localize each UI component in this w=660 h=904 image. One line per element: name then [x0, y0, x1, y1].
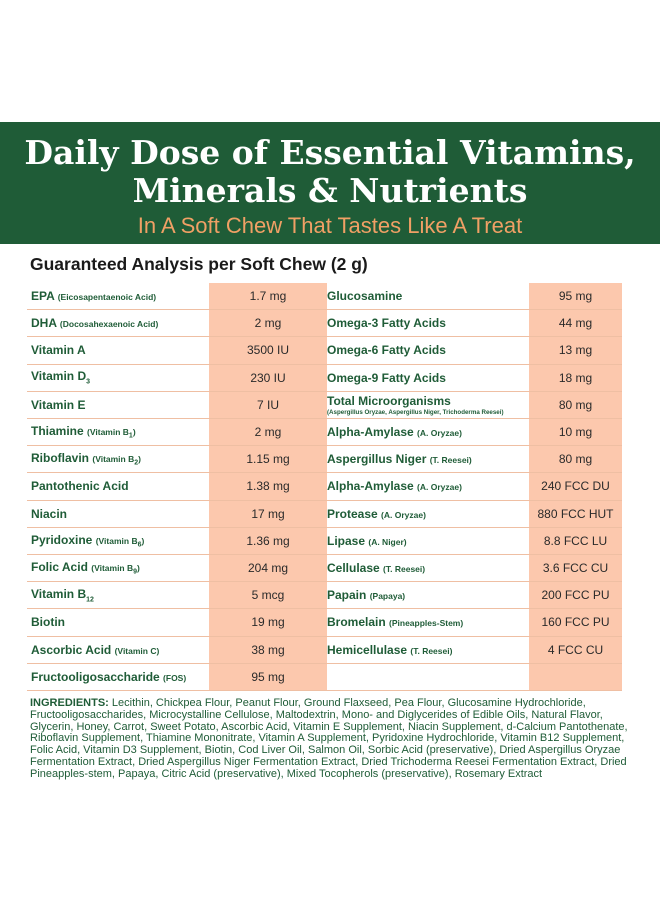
nutrient-note [115, 646, 160, 656]
nutrient-note [60, 319, 158, 329]
note-subscript: 1 [128, 432, 133, 440]
right-nutrient-value: 18 mg [529, 365, 622, 392]
note-end: ) [138, 454, 141, 465]
left-nutrient-name [27, 637, 209, 664]
right-nutrient-value: 200 FCC PU [529, 582, 622, 609]
table-row [27, 473, 622, 500]
note-text: (Papaya) [369, 591, 406, 602]
banner-title-line1: Daily Dose of Essential Vitamins, [24, 133, 636, 172]
nutrient-label: Fructooligosaccharide [31, 669, 160, 684]
left-nutrient-value: 1.7 mg [209, 283, 327, 310]
table-row [27, 419, 622, 446]
empty-cell [327, 664, 529, 691]
right-nutrient-value: 13 mg [529, 337, 622, 364]
left-nutrient-name [27, 582, 209, 609]
ingredients-label: INGREDIENTS: [30, 697, 109, 709]
nutrient-label: DHA [31, 316, 57, 331]
note-text: (Pineapples-Stem) [389, 618, 464, 629]
nutrient-label: Vitamin D [31, 369, 87, 384]
note-subscript: 2 [134, 460, 139, 468]
nutrient-label: Glucosamine [327, 289, 403, 304]
table-row [27, 392, 622, 419]
right-nutrient-name [327, 555, 529, 582]
note-text: (Vitamin C) [114, 645, 160, 656]
nutrient-label: EPA [31, 289, 55, 304]
table-row [27, 501, 622, 528]
left-nutrient-value: 2 mg [209, 419, 327, 446]
left-nutrient-value: 7 IU [209, 392, 327, 419]
table-row [27, 365, 622, 392]
left-nutrient-name [27, 419, 209, 446]
table-row [27, 310, 622, 337]
ingredients-text: Lecithin, Chickpea Flour, Peanut Flour, Ground Flaxseed, Pea Flour, Glucosamine Hydrochloride, Fructooligosaccharides, Microcystalline Cellulose, Maltodextrin, Mono- and Diglycerides of Edible Oils, Natural Flavor, Glycerin, Honey, Carrot, Sweet Potato, Ascorbic Acid, Vitamin E Supplement, Niacin Supplement, d-Calcium Pantothenate, Riboflavin Supplement, Thiamine Mononitrate, Vitamin A Supplement, Pyridoxine Hydrochloride, Vitamin B12 Supplement, Folic Acid, Vitamin D3 Supplement, Biotin, Cod Liver Oil, Salmon Oil, Sorbic Acid (preservative), Dried Aspergillus Oryzae Fermentation Extract, Dried Aspergillus Niger Fermentation Extract, Dried Trichoderma Reesei Fermentation Extract, Dried Pineapples-stem, Papaya, Citric Acid (preservative), Mixed Tocopherols (preservative), Rosemary Extract [30, 697, 628, 780]
right-nutrient-name [327, 310, 529, 337]
right-nutrient-name [327, 337, 529, 364]
table-row [27, 337, 622, 364]
left-nutrient-name [27, 501, 209, 528]
nutrient-label: Riboflavin [31, 451, 90, 466]
right-nutrient-value: 8.8 FCC LU [529, 528, 622, 555]
note-text: (T. Reesei) [410, 645, 453, 656]
nutrient-note [381, 510, 426, 520]
note-text: (Vitamin B [91, 563, 134, 574]
nutrient-note [410, 646, 452, 656]
left-nutrient-name [27, 473, 209, 500]
nutrient-note [389, 618, 463, 628]
table-row [27, 528, 622, 555]
banner-subtitle: In A Soft Chew That Tastes Like A Treat [137, 213, 523, 238]
nutrient-note [87, 427, 136, 440]
right-nutrient-value: 4 FCC CU [529, 637, 622, 664]
nutrient-label: Omega-9 Fatty Acids [327, 370, 446, 385]
right-nutrient-name [327, 365, 529, 392]
note-end: ) [132, 427, 136, 438]
table-row [27, 446, 622, 473]
left-nutrient-value: 19 mg [209, 609, 327, 636]
ingredients-block [30, 698, 630, 781]
left-nutrient-name [27, 365, 209, 392]
note-text: (A. Oryzae) [417, 482, 462, 493]
subscript: 3 [86, 378, 91, 386]
left-nutrient-value: 1.36 mg [209, 528, 327, 555]
nutrient-label: Protease [327, 506, 378, 521]
left-nutrient-name [27, 528, 209, 555]
left-nutrient-name [27, 283, 209, 310]
right-nutrient-name [327, 392, 529, 419]
note-text: (T. Reesei) [383, 564, 426, 575]
left-nutrient-name [27, 392, 209, 419]
left-nutrient-name [27, 609, 209, 636]
left-nutrient-value: 38 mg [209, 637, 327, 664]
left-nutrient-value: 3500 IU [209, 337, 327, 364]
note-text: (T. Reesei) [429, 455, 472, 466]
table-row [27, 555, 622, 582]
right-nutrient-name [327, 283, 529, 310]
note-end: ) [141, 536, 145, 547]
right-nutrient-value: 880 FCC HUT [529, 501, 622, 528]
note-text: (Eicosapentaenoic Acid) [57, 292, 157, 303]
left-nutrient-value: 1.38 mg [209, 473, 327, 500]
nutrient-label: Total Microorganisms [327, 393, 451, 408]
left-nutrient-value: 95 mg [209, 664, 327, 691]
right-nutrient-name [327, 528, 529, 555]
table-row [27, 283, 622, 310]
right-nutrient-name [327, 609, 529, 636]
nutrient-label: Thiamine [31, 424, 84, 439]
note-text: (Vitamin B [95, 536, 138, 547]
nutrient-label: Alpha-Amylase [327, 425, 414, 440]
note-subscript: 9 [133, 568, 138, 576]
left-nutrient-value: 1.15 mg [209, 446, 327, 473]
right-nutrient-value: 3.6 FCC CU [529, 555, 622, 582]
right-nutrient-value: 80 mg [529, 446, 622, 473]
nutrient-note [383, 564, 425, 574]
nutrient-label: Bromelain [327, 615, 386, 630]
right-nutrient-value: 95 mg [529, 283, 622, 310]
nutrient-note [368, 537, 406, 547]
left-nutrient-name [27, 446, 209, 473]
right-nutrient-value: 240 FCC DU [529, 473, 622, 500]
left-nutrient-name [27, 664, 209, 691]
left-nutrient-value: 5 mcg [209, 582, 327, 609]
nutrient-note [417, 482, 462, 492]
analysis-table [27, 283, 622, 691]
nutrient-label: Vitamin B [31, 587, 87, 602]
right-nutrient-name [327, 501, 529, 528]
nutrient-label: Pyridoxine [31, 533, 93, 548]
left-nutrient-value: 230 IU [209, 365, 327, 392]
nutrient-detail: (Aspergillus Oryzae, Aspergillus Niger, Trichoderma Reesei) [327, 408, 504, 416]
right-nutrient-value: 80 mg [529, 392, 622, 419]
nutrient-note [95, 536, 145, 549]
nutrient-label: Alpha-Amylase [327, 479, 414, 494]
table-row [27, 582, 622, 609]
left-nutrient-name [27, 337, 209, 364]
nutrient-label: Hemicellulase [327, 642, 408, 657]
note-text: (FOS) [163, 672, 187, 683]
left-nutrient-value: 17 mg [209, 501, 327, 528]
nutrient-note [91, 563, 140, 576]
note-text: (Docosahexaenoic Acid) [59, 319, 159, 330]
left-nutrient-name [27, 555, 209, 582]
left-nutrient-name [27, 310, 209, 337]
right-nutrient-value: 160 FCC PU [529, 609, 622, 636]
table-row [27, 637, 622, 664]
table-row [27, 609, 622, 636]
right-nutrient-value: 10 mg [529, 419, 622, 446]
nutrient-label: Aspergillus Niger [327, 452, 427, 467]
subscript: 12 [86, 596, 94, 604]
nutrient-note [58, 292, 156, 302]
left-nutrient-value: 2 mg [209, 310, 327, 337]
nutrient-note [430, 455, 472, 465]
note-text: (Vitamin B [87, 427, 129, 438]
nutrient-label: Ascorbic Acid [31, 642, 112, 657]
nutrient-note [92, 454, 141, 468]
nutrient-label: Vitamin A [31, 343, 86, 358]
note-text: (A. Oryzae) [417, 428, 462, 439]
note-end: ) [137, 563, 140, 574]
nutrient-note [370, 591, 405, 601]
nutrient-label: Folic Acid [31, 560, 88, 575]
nutrient-note [417, 428, 462, 438]
analysis-title: Guaranteed Analysis per Soft Chew (2 g) [30, 254, 368, 274]
nutrient-label: Biotin [31, 615, 65, 630]
table-row [27, 664, 622, 691]
note-subscript: 6 [137, 541, 142, 549]
right-nutrient-name [327, 419, 529, 446]
note-text: (A. Oryzae) [381, 509, 426, 520]
right-nutrient-value: 44 mg [529, 310, 622, 337]
nutrient-label: Lipase [327, 533, 366, 548]
nutrient-label: Niacin [31, 506, 68, 521]
nutrient-label: Omega-3 Fatty Acids [327, 316, 446, 331]
right-nutrient-name [327, 473, 529, 500]
right-nutrient-name [327, 637, 529, 664]
nutrient-label: Cellulase [327, 561, 380, 576]
empty-value-cell [529, 664, 622, 691]
nutrient-label: Vitamin E [31, 397, 86, 412]
right-nutrient-name [327, 582, 529, 609]
nutrient-label: Pantothenic Acid [31, 479, 129, 494]
nutrient-note [163, 673, 186, 683]
note-text: (A. Niger) [368, 536, 407, 547]
nutrient-label: Omega-6 Fatty Acids [327, 343, 446, 358]
left-nutrient-value: 204 mg [209, 555, 327, 582]
note-text: (Vitamin B [92, 454, 135, 465]
header-banner [0, 122, 660, 244]
nutrient-label: Papain [327, 588, 367, 603]
banner-title-line2: Minerals & Nutrients [132, 171, 528, 210]
right-nutrient-name [327, 446, 529, 473]
